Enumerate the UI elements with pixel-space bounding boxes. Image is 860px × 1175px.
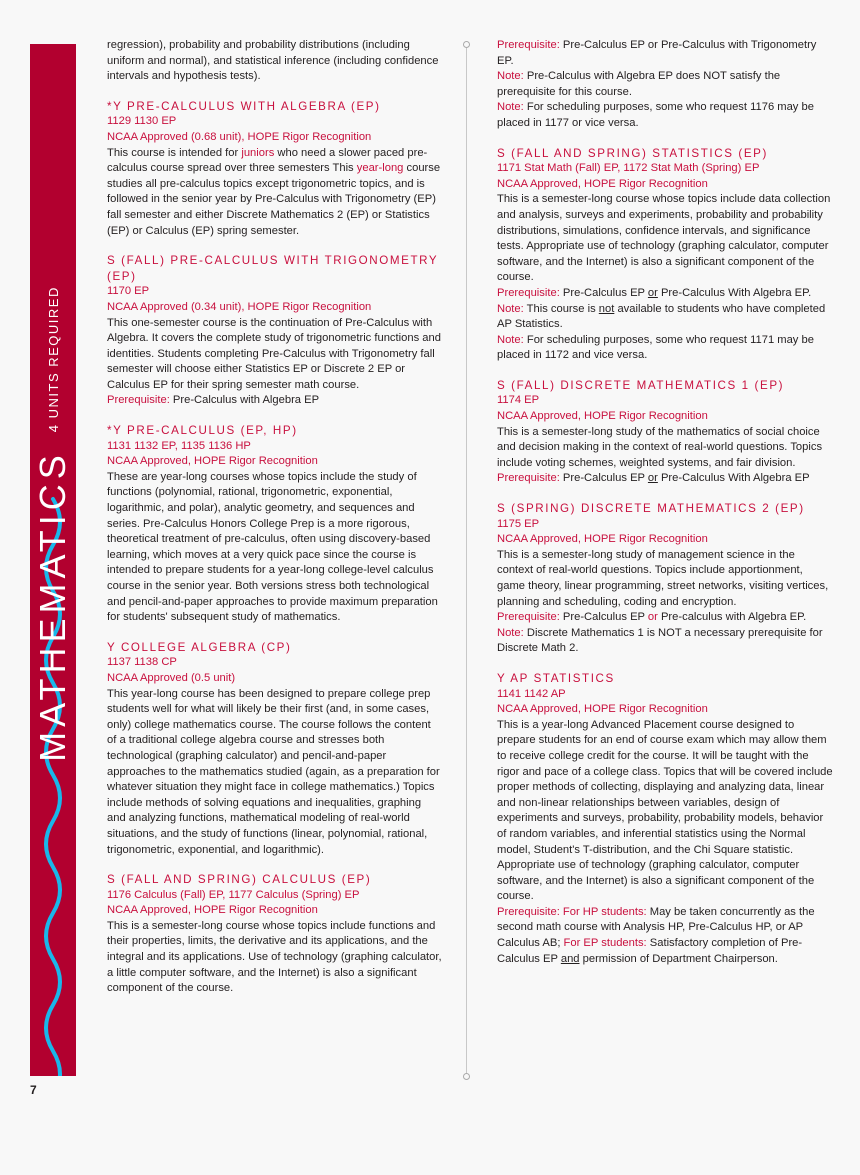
course-title: *Y PRE-CALCULUS WITH ALGEBRA (EP): [107, 99, 381, 113]
course-statistics: [497, 146, 833, 364]
course-title: Y COLLEGE ALGEBRA (CP): [107, 640, 292, 654]
course-code: 1131 1132 EP, 1135 1136 HP: [107, 439, 251, 452]
course-title: S (FALL AND SPRING) STATISTICS (EP): [497, 146, 768, 160]
divider-bottom-cap: [463, 1073, 470, 1080]
sidebar-label: [32, 286, 74, 762]
course-prerequisite: Prerequisite: Pre-Calculus EP or Pre-Calculus With Algebra EP: [497, 472, 810, 485]
course-approval: NCAA Approved, HOPE Rigor Recognition: [497, 410, 708, 423]
course-approval: NCAA Approved, HOPE Rigor Recognition: [497, 703, 708, 716]
course-code: 1137 1138 CP: [107, 656, 177, 669]
sidebar-banner: [30, 44, 76, 1076]
course-prerequisite: Prerequisite: Pre-Calculus EP or Pre-Calculus With Algebra EP.: [497, 286, 812, 299]
course-description: This year-long course has been designed to prepare college prep students well for what will likely be their first (and, in some cases, only) college mathematics course. The course follows the content of a traditional college algebra course and stresses both technological (graphing calculator) and pencil-and-paper approaches to the mathematics studied (again, as a preparation for whatever situation they might face in college mathematics.) Topics include methods of solving equations and inequalities, graphing and analyzing functions, mathematical modeling of real-world situations, and the study of functions (linear, polynomial, rational, trigonometric, exponential, and logarithmic).: [107, 687, 440, 856]
course-calculus-continued: [497, 38, 833, 132]
course-approval: NCAA Approved (0.68 unit), HOPE Rigor Recognition: [107, 130, 372, 143]
course-description: This is a semester-long course whose topics include functions and their properties, limits, the derivative and its applications, and the integral and its applications. Use of technology (graphing calculator, a little computer software, and the Internet) is also a significant component of the course.: [107, 919, 442, 995]
course-code: 1170 EP: [107, 285, 150, 298]
course-note: Note: Pre-Calculus with Algebra EP does NOT satisfy the prerequisite for this course.: [497, 70, 781, 98]
course-approval: NCAA Approved (0.34 unit), HOPE Rigor Recognition: [107, 300, 372, 313]
course-note: Note: This course is not available to students who have completed AP Statistics.: [497, 302, 826, 331]
course-description: This one-semester course is the continuation of Pre-Calculus with Algebra. It covers the complete study of trigonometric functions and identities. Students completing Pre-Calculus with Trigonometry fall semester will choose either Statistics EP or Discrete 2 EP or Calculus EP for their spring semester math course.: [107, 316, 441, 391]
intro-paragraph: regression), probability and probability distributions (including uniform and normal), and statistical inference (including confidence intervals and hypothesis tests).: [107, 39, 439, 83]
course-approval: NCAA Approved (0.5 unit): [107, 671, 236, 684]
course-discrete-1: [497, 378, 833, 487]
course-approval: NCAA Approved, HOPE Rigor Recognition: [107, 904, 318, 917]
course-title: Y AP STATISTICS: [497, 671, 615, 685]
divider-top-cap: [463, 41, 470, 48]
course-precalc-trig: [107, 253, 442, 409]
page-number: 7: [30, 1083, 37, 1097]
course-title: *Y PRE-CALCULUS (EP, HP): [107, 424, 298, 438]
course-description: This is a semester-long study of management science in the context of real-world questions. Topics include apportionment, game theory, linear programming, street networks, visiting vertices, planning and scheduling, coding and encryption.: [497, 548, 829, 608]
course-description: This is a semester-long study of the mathematics of social choice and decision making in the context of real-world questions. Topics include voting schemes, weighted systems, and fair division.: [497, 425, 823, 469]
course-approval: NCAA Approved, HOPE Rigor Recognition: [497, 177, 708, 190]
course-description: These are year-long courses whose topics include the study of functions (polynomial, rational, trigonometric, exponential, logarithmic, and polar), analytic geometry, and sequences and series. Pre-Calculus Honors College Prep is a more rigorous, theoretical treatment of pre-calculus, often using discovery-based learning, which moves at a very quick pace since the course is intended to prepare students for a year-long college-level calculus course in the senior year. Both versions stress both technological and pencil-and-paper approaches to provide maximum preparation for students' subsequent study of mathematics.: [107, 470, 438, 624]
course-note: Note: Discrete Mathematics 1 is NOT a necessary prerequisite for Discrete Math 2.: [497, 626, 823, 655]
section-title: MATHEMATICS: [32, 450, 73, 762]
course-code: 1171 Stat Math (Fall) EP, 1172 Stat Math (Spring) EP: [497, 162, 760, 175]
course-description: This course is intended for juniors who need a slower paced pre-calculus course spread over three semesters This year-long course studies all pre-calculus topics except trigonometric topics, and is followed in the senior year by Pre-Calculus with Trigonometry (EP) fall semester and either Discrete Mathematics 2 (EP) or Statistics (EP) or Calculus (EP) spring semester.: [107, 146, 441, 237]
course-code: 1174 EP: [497, 394, 540, 407]
course-prerequisite: Prerequisite: For HP students: May be taken concurrently as the second math course with Analysis HP, Pre-Calculus HP, or AP Calculus AB; For EP students: Satisfactory completion of Pre-Calculus EP and permission of Department Chairperson.: [497, 905, 815, 965]
course-note: Note: For scheduling purposes, some who request 1171 may be placed in 1172 and vice versa.: [497, 333, 814, 362]
course-title: S (FALL) PRE-CALCULUS WITH TRIGONOMETRY (EP): [107, 254, 439, 283]
course-prerequisite: Prerequisite: Pre-Calculus EP or Pre-Calculus with Trigonometry EP.: [497, 39, 817, 67]
course-code: 1141 1142 AP: [497, 687, 566, 700]
course-prerequisite: Prerequisite: Pre-Calculus EP or Pre-calculus with Algebra EP.: [497, 611, 807, 624]
course-calculus: [107, 872, 442, 997]
course-note: Note: For scheduling purposes, some who request 1176 may be placed in 1177 or vice versa.: [497, 101, 814, 129]
column-divider: [466, 44, 467, 1076]
right-column: [497, 38, 833, 981]
course-ap-statistics: [497, 671, 833, 967]
course-description: This is a year-long Advanced Placement course designed to prepare students for an end of course exam which may allow them to receive college credit for the course. It will be taught with the rigor and pace of a college class. Topics that will be covered include proper methods of collecting, displaying and analyzing data, linear and non-linear relationships between variables, design of experiments and surveys, probability, probability models, behavior of random variables, and inferential statistics using the Normal model, Student's T-distribution, and the Chi Square statistic. Appropriate use of technology (graphing calculator, computer software, and the Internet) is also a significant component of the course.: [497, 718, 833, 903]
course-discrete-2: [497, 501, 833, 657]
course-approval: NCAA Approved, HOPE Rigor Recognition: [497, 533, 708, 546]
course-approval: NCAA Approved, HOPE Rigor Recognition: [107, 455, 318, 468]
course-title: S (SPRING) DISCRETE MATHEMATICS 2 (EP): [497, 502, 805, 516]
course-precalc-algebra: [107, 99, 442, 239]
course-title: S (FALL) DISCRETE MATHEMATICS 1 (EP): [497, 378, 785, 392]
section-subtitle: 4 UNITS REQUIRED: [45, 286, 61, 433]
course-precalc: [107, 423, 442, 626]
course-college-algebra: [107, 640, 442, 858]
course-description: This is a semester-long course whose topics include data collection and analysis, surveys and experiments, probability and probability distributions, simulations, confidence intervals, and significance tests. Appropriate use of technology (graphing calculator, computer software, and the Internet) is also a significant component of the course.: [497, 193, 831, 284]
course-title: S (FALL AND SPRING) CALCULUS (EP): [107, 873, 372, 887]
left-column: [107, 38, 442, 1011]
course-code: 1175 EP: [497, 517, 540, 530]
course-prerequisite: Prerequisite: Pre-Calculus with Algebra EP: [107, 394, 320, 407]
course-code: 1176 Calculus (Fall) EP, 1177 Calculus (Spring) EP: [107, 888, 360, 901]
course-code: 1129 1130 EP: [107, 115, 177, 128]
